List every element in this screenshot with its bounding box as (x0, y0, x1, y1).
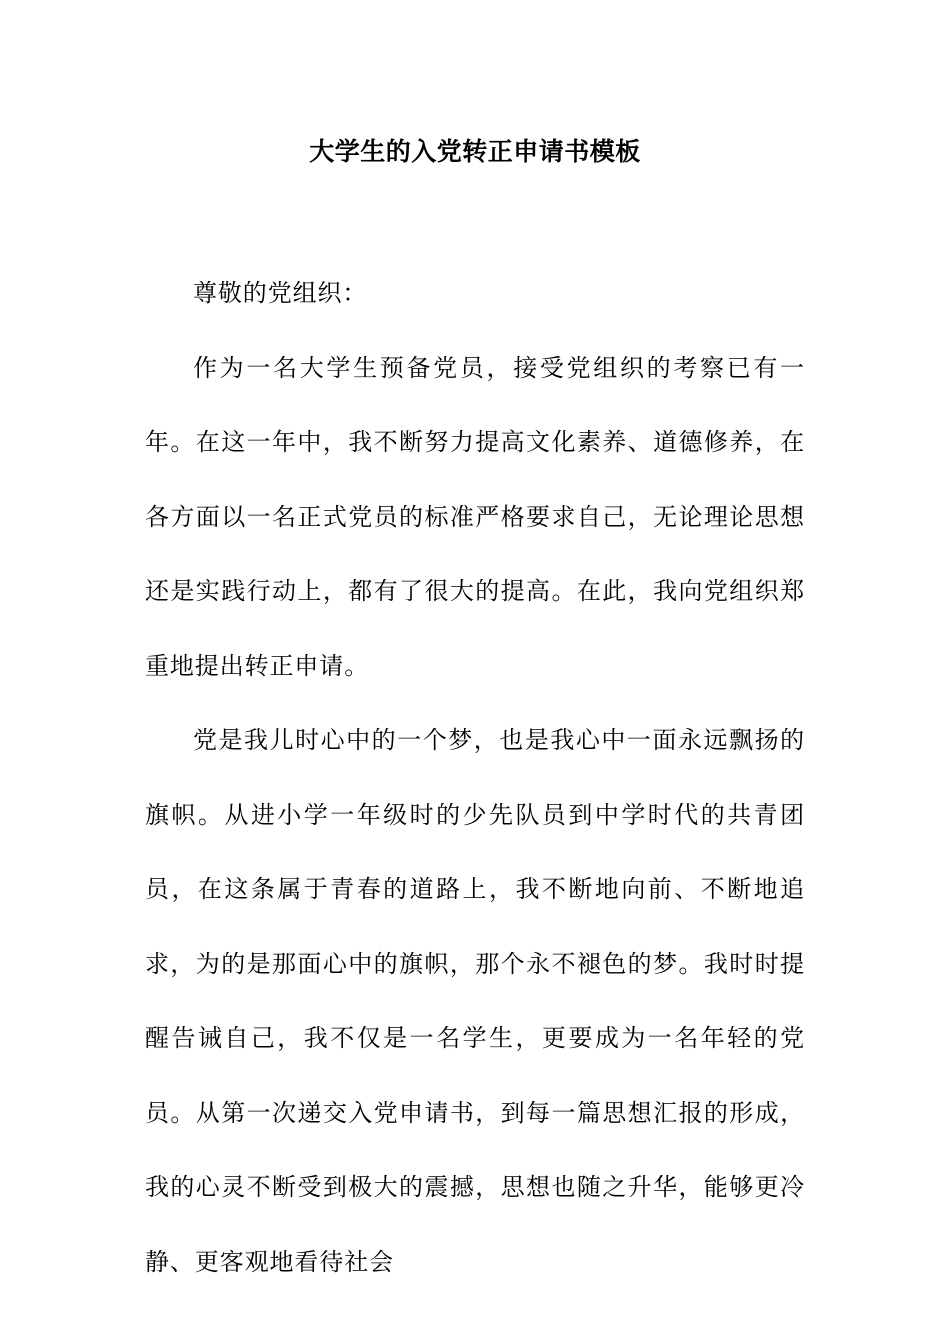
salutation: 尊敬的党组织： (193, 279, 368, 307)
paragraph-1: 作为一名大学生预备党员，接受党组织的考察已有一年。在这一年中，我不断努力提高文化素养、道德修养，在各方面以一名正式党员的标准严格要求自己，无论理论思想还是实践行动上，都有了很大的提高。在此，我向党组织郑重地提出转正申请。 (145, 353, 805, 680)
document-body (145, 256, 805, 1299)
document-title: 大学生的入党转正申请书模板 (309, 137, 641, 166)
paragraph-2: 党是我儿时心中的一个梦，也是我心中一面永远飘扬的旗帜。从进小学一年级时的少先队员到中学时代的共青团员，在这条属于青春的道路上，我不断地向前、不断地追求，为的是那面心中的旗帜，那个永不褪色的梦。我时时提醒告诫自己，我不仅是一名学生，更要成为一名年轻的党员。从第一次递交入党申请书，到每一篇思想汇报的形成，我的心灵不断受到极大的震撼，思想也随之升华，能够更冷静、更客观地看待社会 (145, 726, 805, 1276)
